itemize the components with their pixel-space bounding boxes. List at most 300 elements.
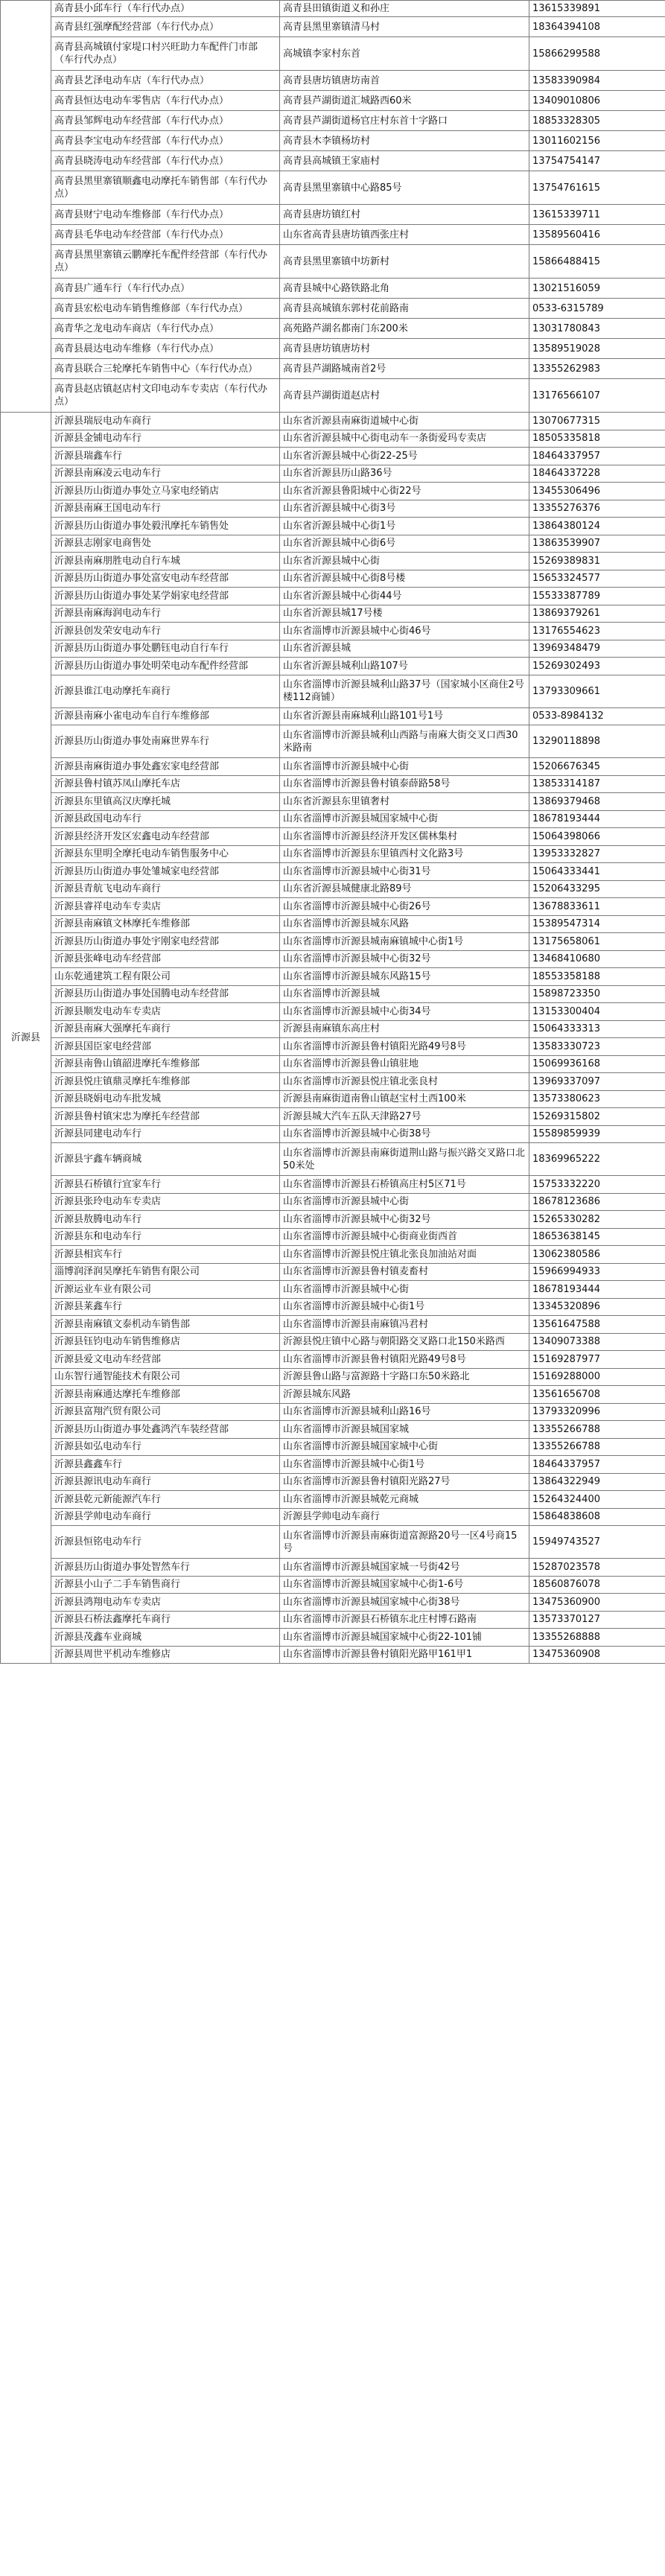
dealer-address-cell: 山东省淄博市沂源县鲁村镇麦畜村 (280, 1263, 529, 1281)
dealer-name-cell: 沂源县创发荣安电动车行 (51, 623, 280, 640)
table-row (1, 1386, 665, 1404)
dealer-name-cell: 沂源县鑫鑫车行 (51, 1456, 280, 1474)
dealer-address-cell: 山东省淄博市沂源县鲁村镇阳光路27号 (280, 1473, 529, 1491)
table-row (1, 279, 665, 299)
dealer-name-cell: 沂源县鲁村镇宋忠为摩托车经营部 (51, 1108, 280, 1126)
dealer-phone-cell: 13754754147 (529, 151, 665, 171)
dealer-address-cell: 山东省淄博市沂源县城中心街38号 (280, 1125, 529, 1143)
dealer-phone-cell: 13583330723 (529, 1038, 665, 1056)
dealer-address-cell: 高青县唐坊镇唐坊南首 (280, 71, 529, 91)
dealer-name-cell: 沂源县南麻朋胜电动自行车城 (51, 553, 280, 570)
table-row (1, 1125, 665, 1143)
dealer-address-cell: 山东省淄博市沂源县城中心街32号 (280, 1211, 529, 1229)
dealer-name-cell: 沂源县鸿翔电动车专卖店 (51, 1594, 280, 1612)
dealer-phone-cell: 15269302493 (529, 658, 665, 675)
dealer-phone-cell: 13011602156 (529, 131, 665, 151)
dealer-name-cell: 沂源县周世平机动车维修店 (51, 1646, 280, 1664)
dealer-name-cell: 沂源县睿祥电动车专卖店 (51, 898, 280, 916)
table-row (1, 553, 665, 570)
table-row (1, 535, 665, 553)
table-row (1, 623, 665, 640)
dealer-address-cell: 山东省淄博市沂源县经济开发区儒林集村 (280, 828, 529, 846)
dealer-address-cell: 山东省淄博市沂源县城国家城一号街42号 (280, 1559, 529, 1577)
table-row (1, 91, 665, 111)
table-row (1, 17, 665, 37)
dealer-address-cell: 高青县田镇街道义和孙庄 (280, 1, 529, 17)
dealer-phone-cell: 13793320996 (529, 1403, 665, 1421)
dealer-phone-cell: 15866299588 (529, 37, 665, 71)
dealer-address-cell: 高城镇李家村东首 (280, 37, 529, 71)
dealer-name-cell: 沂源县青航飞电动车商行 (51, 880, 280, 898)
dealer-name-cell: 沂源县历山街道办事处智然车行 (51, 1559, 280, 1577)
dealer-name-cell: 高青县晓涛电动车经营部（车行代办点） (51, 151, 280, 171)
dealer-address-cell: 山东省淄博市沂源县南麻街道荆山路与振兴路交叉路口北50米处 (280, 1143, 529, 1176)
dealer-phone-cell: 15069936168 (529, 1055, 665, 1073)
table-row (1, 845, 665, 863)
dealer-phone-cell: 13573380623 (529, 1090, 665, 1108)
dealer-address-cell: 山东省淄博市沂源县南麻街道富源路20号一区4号商15号 (280, 1526, 529, 1559)
table-row (1, 863, 665, 881)
dealer-phone-cell: 13062380586 (529, 1246, 665, 1264)
table-row (1, 1629, 665, 1647)
table-row (1, 1298, 665, 1316)
dealer-phone-cell: 18464337957 (529, 448, 665, 465)
dealer-phone-cell: 13863539907 (529, 535, 665, 553)
dealer-address-cell: 山东省淄博市沂源县鲁山镇驻地 (280, 1055, 529, 1073)
dealer-address-cell: 山东省沂源县城健康北路89号 (280, 880, 529, 898)
dealer-phone-cell: 13409073388 (529, 1333, 665, 1351)
table-row (1, 1038, 665, 1056)
dealer-name-cell: 沂源县富翔汽贸有限公司 (51, 1403, 280, 1421)
dealer-name-cell: 沂源县历山街道办事处宇刚家电经营部 (51, 933, 280, 951)
dealer-name-cell: 沂源县历山街道办事处富安电动车经营部 (51, 570, 280, 588)
dealer-address-cell: 山东省沂源县南麻城利山路101号1号 (280, 707, 529, 725)
table-row (1, 1421, 665, 1439)
dealer-address-cell: 山东省沂源县城利山路107号 (280, 658, 529, 675)
table-row (1, 1020, 665, 1038)
dealer-phone-cell: 18853328305 (529, 111, 665, 131)
dealer-address-cell: 山东省沂源县城中心街44号 (280, 588, 529, 605)
dealer-name-cell: 沂源县同建电动车行 (51, 1125, 280, 1143)
dealer-phone-cell: 13355268888 (529, 1629, 665, 1647)
table-row (1, 1559, 665, 1577)
dealer-address-cell: 山东省淄博市沂源县城国家城中心街 (280, 1438, 529, 1456)
dealer-name-cell: 沂源县历山街道办事处雏城家电经营部 (51, 863, 280, 881)
table-row (1, 1646, 665, 1664)
dealer-address-cell: 山东省沂源县城中心街1号 (280, 518, 529, 535)
table-row (1, 1611, 665, 1629)
dealer-address-cell: 山东省淄博市沂源县石桥镇高庄村5区71号 (280, 1176, 529, 1194)
dealer-address-cell: 山东省沂源县城中心街8号楼 (280, 570, 529, 588)
table-row (1, 1576, 665, 1594)
dealer-phone-cell: 13468410680 (529, 950, 665, 968)
dealer-phone-cell: 13754761615 (529, 171, 665, 205)
county-cell-gaoqing (1, 1, 51, 413)
dealer-address-cell: 山东省淄博市沂源县城国家城中心街22-101铺 (280, 1629, 529, 1647)
dealer-address-cell: 山东省淄博市沂源县城南麻镇城中心街1号 (280, 933, 529, 951)
dealer-phone-cell: 15206433295 (529, 880, 665, 898)
table-row (1, 570, 665, 588)
table-row (1, 1211, 665, 1229)
dealer-phone-cell: 15064333441 (529, 863, 665, 881)
dealer-address-cell: 高青县黑里寨镇中坊新村 (280, 245, 529, 279)
dealer-phone-cell: 15169287977 (529, 1351, 665, 1369)
dealer-name-cell: 高青县宏松电动车销售维修部（车行代办点） (51, 299, 280, 319)
table-row (1, 151, 665, 171)
dealer-address-cell: 山东省淄博市沂源县悦庄镇北张良村 (280, 1073, 529, 1091)
dealer-name-cell: 沂源县谁江电动摩托车商行 (51, 675, 280, 707)
dealer-name-cell: 沂源县南麻通达摩托车维修部 (51, 1386, 280, 1404)
dealer-name-cell: 沂源县南麻镇文泰机动车销售部 (51, 1316, 280, 1334)
dealer-address-cell: 山东省淄博市沂源县城中心街46号 (280, 623, 529, 640)
dealer-phone-cell: 13175658061 (529, 933, 665, 951)
table-row (1, 1176, 665, 1194)
dealer-phone-cell: 13355266788 (529, 1438, 665, 1456)
table-row (1, 950, 665, 968)
table-row (1, 725, 665, 758)
dealer-address-cell: 山东省淄博市沂源县城利山西路与南麻大街交叉口西30米路南 (280, 725, 529, 758)
dealer-name-cell: 沂源县如弘电动车行 (51, 1438, 280, 1456)
dealer-phone-cell: 18464337228 (529, 465, 665, 483)
dealer-phone-cell: 13355262983 (529, 359, 665, 379)
dealer-phone-cell: 13455306496 (529, 483, 665, 500)
dealer-phone-cell: 13561647588 (529, 1316, 665, 1334)
dealer-phone-cell: 15287023578 (529, 1559, 665, 1577)
dealer-address-cell: 山东省淄博市沂源县城中心街32号 (280, 950, 529, 968)
dealer-phone-cell: 15064333313 (529, 1020, 665, 1038)
table-row (1, 793, 665, 811)
dealer-phone-cell: 13561656708 (529, 1386, 665, 1404)
table-row (1, 1508, 665, 1526)
dealer-phone-cell: 15269389831 (529, 553, 665, 570)
table-row (1, 1143, 665, 1176)
dealer-phone-cell: 13969337097 (529, 1073, 665, 1091)
dealer-phone-cell: 15169288000 (529, 1368, 665, 1386)
dealer-name-cell: 沂源县敖腾电动车行 (51, 1211, 280, 1229)
dealer-phone-cell: 15589859939 (529, 1125, 665, 1143)
table-row (1, 500, 665, 518)
dealer-phone-cell: 15966994933 (529, 1263, 665, 1281)
dealer-name-cell: 沂源县南麻凌云电动车行 (51, 465, 280, 483)
table-row (1, 1003, 665, 1021)
dealer-name-cell: 高青县毛华电动车经营部（车行代办点） (51, 225, 280, 245)
dealer-phone-cell: 15389547314 (529, 915, 665, 933)
dealer-address-cell: 山东省淄博市沂源县城中心街1号 (280, 1298, 529, 1316)
dealer-name-cell: 沂源县南麻大强摩托车商行 (51, 1020, 280, 1038)
dealer-phone-cell: 13583390984 (529, 71, 665, 91)
dealer-name-cell: 沂源县国臣家电经营部 (51, 1038, 280, 1056)
dealer-address-cell: 高青县唐坊镇唐坊村 (280, 339, 529, 359)
dealer-phone-cell: 15949743527 (529, 1526, 665, 1559)
dealer-address-cell: 山东省淄博市沂源县城国家城中心街38号 (280, 1594, 529, 1612)
dealer-address-cell: 山东省淄博市沂源县城中心街31号 (280, 863, 529, 881)
dealer-name-cell: 沂源县瑞鑫车行 (51, 448, 280, 465)
table-row (1, 1281, 665, 1299)
dealer-address-cell: 高青县高城镇王家庙村 (280, 151, 529, 171)
dealer-address-cell: 高青县芦湖街道汇城路西60米 (280, 91, 529, 111)
dealer-address-cell: 高青县芦湖街道赵店村 (280, 379, 529, 413)
dealer-phone-cell: 13031780843 (529, 319, 665, 339)
dealer-phone-cell: 18678123686 (529, 1193, 665, 1211)
dealer-name-cell: 高青县黑里寨镇顺鑫电动摩托车销售部（车行代办点） (51, 171, 280, 205)
dealer-address-cell: 山东省淄博市沂源县城国家城中心街1-6号 (280, 1576, 529, 1594)
dealer-phone-cell: 13869379261 (529, 605, 665, 623)
dealer-address-cell: 山东省淄博市沂源县东里镇西村文化路3号 (280, 845, 529, 863)
dealer-phone-cell: 13176554623 (529, 623, 665, 640)
dealer-phone-cell: 15864838608 (529, 1508, 665, 1526)
dealer-address-cell: 山东省沂源县城 (280, 640, 529, 658)
dealer-name-cell: 沂源县南麻小雀电动车自行车维修部 (51, 707, 280, 725)
dealer-name-cell: 沂源县南麻王国电动车行 (51, 500, 280, 518)
dealer-address-cell: 山东省淄博市沂源县城国家城中心街 (280, 810, 529, 828)
table-row (1, 1368, 665, 1386)
dealer-name-cell: 高青县高城镇付家堤口村兴旺助力车配件门市部（车行代办点） (51, 37, 280, 71)
dealer-phone-cell: 15265330282 (529, 1211, 665, 1229)
dealer-name-cell: 高青县李宝电动车经营部（车行代办点） (51, 131, 280, 151)
dealer-name-cell: 山东乾通建筑工程有限公司 (51, 968, 280, 986)
dealer-address-cell: 山东省淄博市沂源县城东风路 (280, 915, 529, 933)
dealer-phone-cell: 13864322949 (529, 1473, 665, 1491)
dealer-phone-cell: 13290118898 (529, 725, 665, 758)
dealer-address-cell: 山东省沂源县城中心街3号 (280, 500, 529, 518)
dealer-phone-cell: 18653638145 (529, 1228, 665, 1246)
dealer-address-cell: 沂源县南麻街道南鲁山镇赵宝村土西100米 (280, 1090, 529, 1108)
dealer-name-cell: 沂源县历山街道办事处鹏钰电动自行车行 (51, 640, 280, 658)
table-row (1, 1333, 665, 1351)
dealer-name-cell: 沂源县茂鑫车业商城 (51, 1629, 280, 1647)
table-row (1, 1090, 665, 1108)
dealer-name-cell: 沂源县相宾车行 (51, 1246, 280, 1264)
dealer-name-cell: 沂源县南麻街道办事处鑫宏家电经营部 (51, 758, 280, 776)
table-row (1, 775, 665, 793)
table-row (1, 1263, 665, 1281)
dealer-name-cell: 沂源县瑞辰电动车商行 (51, 413, 280, 430)
table-row (1, 448, 665, 465)
dealer-address-cell: 山东省沂源县历山路36号 (280, 465, 529, 483)
dealer-phone-cell: 18464337957 (529, 1456, 665, 1474)
table-row (1, 245, 665, 279)
dealer-address-cell: 山东省淄博市沂源县城中心街 (280, 1193, 529, 1211)
dealer-phone-cell: 13355266788 (529, 1421, 665, 1439)
dealer-address-cell: 山东省沂源县城中心街22-25号 (280, 448, 529, 465)
table-row (1, 430, 665, 448)
dealer-name-cell: 高青县赵店镇赵店村文印电动车专卖店（车行代办点） (51, 379, 280, 413)
table-row (1, 588, 665, 605)
dealer-name-cell: 沂源县悦庄镇鼎灵摩托车维修部 (51, 1073, 280, 1091)
dealer-name-cell: 沂源县鲁村镇苏凤山摩托车店 (51, 775, 280, 793)
dealer-name-cell: 沂源县志刚家电商售处 (51, 535, 280, 553)
dealer-name-cell: 沂源县源讯电动车商行 (51, 1473, 280, 1491)
dealer-name-cell: 沂源县东里明全摩托电动车销售服务中心 (51, 845, 280, 863)
dealer-phone-cell: 13615339711 (529, 205, 665, 225)
table-row (1, 933, 665, 951)
dealer-phone-cell: 18364394108 (529, 17, 665, 37)
dealer-address-cell: 山东省淄博市沂源县城 (280, 985, 529, 1003)
table-row (1, 1403, 665, 1421)
table-row (1, 880, 665, 898)
dealer-phone-cell: 15206676345 (529, 758, 665, 776)
dealer-name-cell: 沂源县南麻镇文林摩托车维修部 (51, 915, 280, 933)
dealer-name-cell: 高青县小邱车行（车行代办点） (51, 1, 280, 17)
table-row (1, 1228, 665, 1246)
dealer-address-cell: 沂源县学帅电动车商行 (280, 1508, 529, 1526)
dealer-name-cell: 高青县红强摩配经营部（车行代办点） (51, 17, 280, 37)
dealer-address-cell: 山东省淄博市沂源县城中心街1号 (280, 1456, 529, 1474)
dealer-address-cell: 山东省高青县唐坊镇西张庄村 (280, 225, 529, 245)
dealer-phone-cell: 13615339891 (529, 1, 665, 17)
dealer-address-cell: 山东省淄博市沂源县城中心街商业街西首 (280, 1228, 529, 1246)
dealer-phone-cell: 15753332220 (529, 1176, 665, 1194)
table-row (1, 518, 665, 535)
dealer-name-cell: 沂源县历山街道办事处鑫鸿汽车装经营部 (51, 1421, 280, 1439)
dealer-name-cell: 高青县广通车行（车行代办点） (51, 279, 280, 299)
dealer-phone-cell: 13021516059 (529, 279, 665, 299)
dealer-address-cell: 沂源县悦庄镇中心路与朝阳路交叉路口北150米路西 (280, 1333, 529, 1351)
dealer-phone-cell: 18560876078 (529, 1576, 665, 1594)
county-cell-yiyuan: 沂源县 (1, 413, 51, 1664)
table-row (1, 225, 665, 245)
dealer-name-cell: 沂源县南鲁山镇韶进摩托车维修部 (51, 1055, 280, 1073)
dealer-name-cell: 沂源县学帅电动车商行 (51, 1508, 280, 1526)
table-row (1, 1526, 665, 1559)
dealer-phone-cell: 13355276376 (529, 500, 665, 518)
dealer-address-cell: 山东省淄博市沂源县鲁村镇阳光路49号8号 (280, 1038, 529, 1056)
dealer-address-cell: 山东省淄博市沂源县城国家城 (280, 1421, 529, 1439)
dealer-name-cell: 高青县财宁电动车维修部（车行代办点） (51, 205, 280, 225)
dealer-address-cell: 山东省沂源县鲁阳城中心街22号 (280, 483, 529, 500)
table-row (1, 1, 665, 17)
dealer-name-cell: 沂源县爱文电动车经营部 (51, 1351, 280, 1369)
dealer-name-cell: 沂源县历山街道办事处南麻世界车行 (51, 725, 280, 758)
dealer-phone-cell: 13176566107 (529, 379, 665, 413)
dealer-address-cell: 高青县黑里寨镇中心路85号 (280, 171, 529, 205)
dealer-address-cell: 高青县唐坊镇红村 (280, 205, 529, 225)
dealer-phone-cell: 0533-8984132 (529, 707, 665, 725)
dealer-name-cell: 沂源县南麻海润电动车行 (51, 605, 280, 623)
dealer-address-cell: 山东省淄博市沂源县城东风路15号 (280, 968, 529, 986)
table-row (1, 319, 665, 339)
dealer-phone-cell: 15898723350 (529, 985, 665, 1003)
dealer-address-cell: 山东省淄博市沂源县石桥镇东北庄村博石路南 (280, 1611, 529, 1629)
table-row (1, 483, 665, 500)
dealer-address-cell: 山东省沂源县城中心街 (280, 553, 529, 570)
dealer-address-cell: 山东省淄博市沂源县城中心街34号 (280, 1003, 529, 1021)
dealer-phone-cell: 13678833611 (529, 898, 665, 916)
dealer-name-cell: 沂源县历山街道办事处某学娟家电经营部 (51, 588, 280, 605)
table-row (1, 465, 665, 483)
table-row (1, 413, 665, 430)
table-row (1, 339, 665, 359)
dealer-phone-cell: 18369965222 (529, 1143, 665, 1176)
dealer-name-cell: 山东智行通智能技术有限公司 (51, 1368, 280, 1386)
table-row (1, 758, 665, 776)
dealer-phone-cell: 13864380124 (529, 518, 665, 535)
dealer-phone-cell: 13573370127 (529, 1611, 665, 1629)
table-row (1, 1473, 665, 1491)
dealer-phone-cell: 18678193444 (529, 810, 665, 828)
dealer-phone-cell: 13589519028 (529, 339, 665, 359)
table-row (1, 707, 665, 725)
dealer-phone-cell: 15064398066 (529, 828, 665, 846)
table-row (1, 1316, 665, 1334)
table-row (1, 205, 665, 225)
dealer-name-cell: 沂源县宇鑫车辆商城 (51, 1143, 280, 1176)
dealer-phone-cell: 13853314187 (529, 775, 665, 793)
dealer-phone-cell: 18553358188 (529, 968, 665, 986)
dealer-name-cell: 高青县晨达电动车维修（车行代办点） (51, 339, 280, 359)
dealer-address-cell: 山东省淄博市沂源县城乾元商城 (280, 1491, 529, 1509)
table-row (1, 828, 665, 846)
dealer-address-cell: 山东省淄博市沂源县鲁村镇阳光路甲161甲1 (280, 1646, 529, 1664)
dealer-address-cell: 山东省沂源县城17号楼 (280, 605, 529, 623)
dealer-phone-cell: 13070677315 (529, 413, 665, 430)
dealer-name-cell: 沂源县东和电动车行 (51, 1228, 280, 1246)
dealer-address-cell: 山东省沂源县城中心街6号 (280, 535, 529, 553)
dealer-address-cell: 山东省淄博市沂源县城利山路37号（国家城小区商住2号楼112商铺） (280, 675, 529, 707)
dealer-name-cell: 沂源县张峰电动车经营部 (51, 950, 280, 968)
dealer-phone-cell: 15264324400 (529, 1491, 665, 1509)
table-row (1, 968, 665, 986)
dealer-address-cell: 山东省沂源县城中心街电动车一条街爱玛专卖店 (280, 430, 529, 448)
dealer-address-cell: 沂源县城大汽车五队天津路27号 (280, 1108, 529, 1126)
dealer-address-cell: 高青县木李镇杨坊村 (280, 131, 529, 151)
table-row (1, 605, 665, 623)
table-row (1, 299, 665, 319)
dealer-table-body (1, 1, 665, 1664)
table-row (1, 1456, 665, 1474)
table-row (1, 1594, 665, 1612)
table-row (1, 1108, 665, 1126)
dealer-name-cell: 沂源县恒铭电动车行 (51, 1526, 280, 1559)
table-row (1, 379, 665, 413)
table-row (1, 359, 665, 379)
dealer-phone-cell: 15866488415 (529, 245, 665, 279)
dealer-phone-cell: 0533-6315789 (529, 299, 665, 319)
dealer-name-cell: 沂源县莱鑫车行 (51, 1298, 280, 1316)
dealer-address-cell: 山东省淄博市沂源县城中心街26号 (280, 898, 529, 916)
dealer-phone-cell: 13475360908 (529, 1646, 665, 1664)
dealer-phone-cell: 13589560416 (529, 225, 665, 245)
dealer-name-cell: 沂源县晓娟电动车批发城 (51, 1090, 280, 1108)
table-row (1, 37, 665, 71)
dealer-phone-cell: 18505335818 (529, 430, 665, 448)
dealer-address-cell: 山东省淄博市沂源县南麻镇冯君村 (280, 1316, 529, 1334)
dealer-name-cell: 高青华之龙电动车商店（车行代办点） (51, 319, 280, 339)
dealer-name-cell: 沂源县历山街道办事处国腾电动车经营部 (51, 985, 280, 1003)
dealer-name-cell: 沂源县经济开发区宏鑫电动车经营部 (51, 828, 280, 846)
table-row (1, 111, 665, 131)
dealer-phone-cell: 13153300404 (529, 1003, 665, 1021)
dealer-phone-cell: 13793309661 (529, 675, 665, 707)
dealer-phone-cell: 13869379468 (529, 793, 665, 811)
dealer-name-cell: 高青县联合三轮摩托车销售中心（车行代办点） (51, 359, 280, 379)
dealer-phone-cell: 13475360900 (529, 1594, 665, 1612)
dealer-phone-cell: 15533387789 (529, 588, 665, 605)
table-row (1, 1491, 665, 1509)
dealer-address-cell: 高青县黑里寨镇清马村 (280, 17, 529, 37)
table-row (1, 1246, 665, 1264)
table-row (1, 1193, 665, 1211)
table-row (1, 658, 665, 675)
table-row (1, 1438, 665, 1456)
dealer-phone-cell: 18678193444 (529, 1281, 665, 1299)
dealer-address-cell: 山东省淄博市沂源县城中心街 (280, 1281, 529, 1299)
dealer-phone-cell: 13409010806 (529, 91, 665, 111)
dealer-address-cell: 高青县高城镇东郭村花前路南 (280, 299, 529, 319)
dealer-name-cell: 沂源县历山街道办事处明荣电动车配件经营部 (51, 658, 280, 675)
dealer-address-cell: 山东省沂源县南麻街道城中心街 (280, 413, 529, 430)
dealer-name-cell: 沂源县钰钧电动车销售维修店 (51, 1333, 280, 1351)
